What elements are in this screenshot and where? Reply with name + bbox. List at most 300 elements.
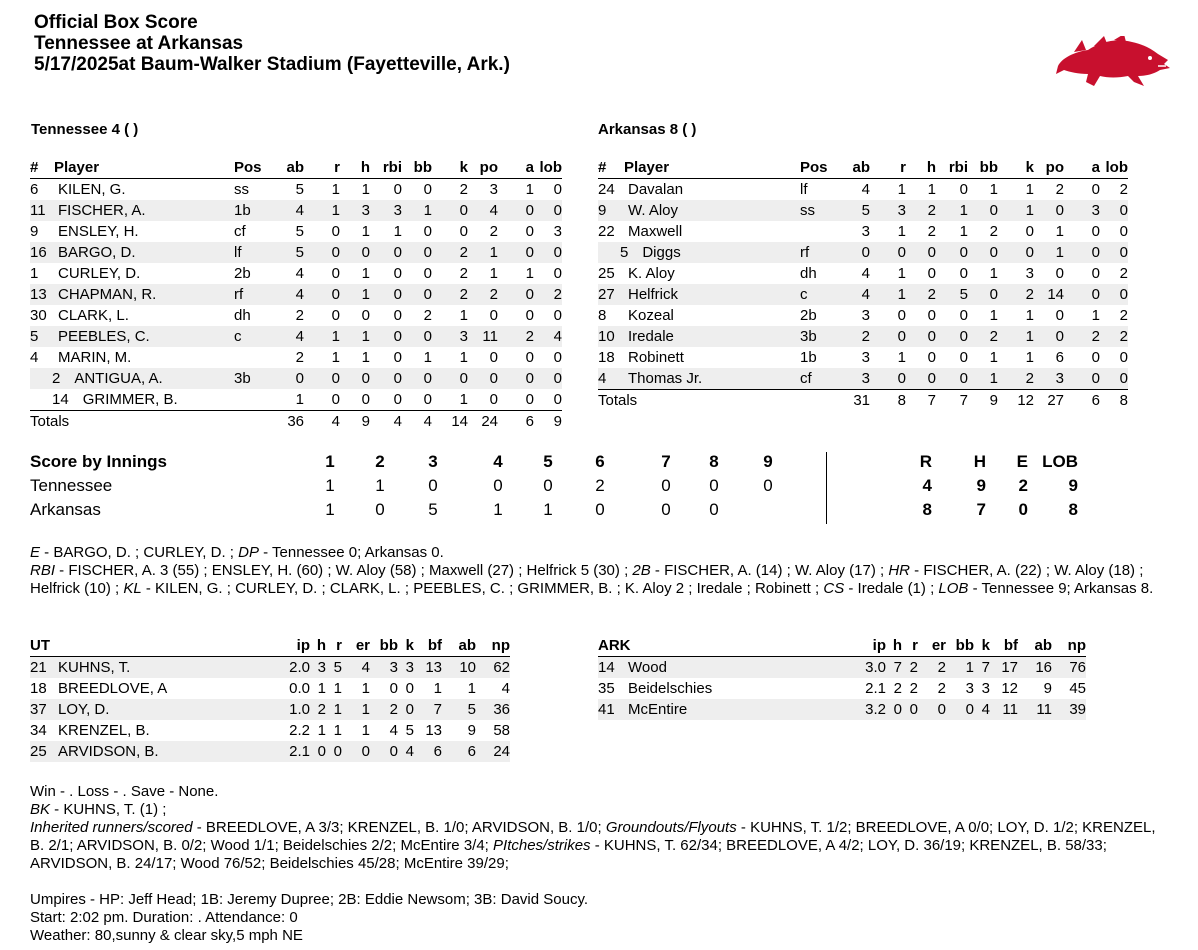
player-name: Davalan [628,181,684,198]
stat-ab: 9 [467,722,476,739]
player-number: 9 [30,223,39,240]
stat-k: 2 [459,265,468,282]
stat-a: 0 [525,349,534,366]
stat-a: 1 [525,265,534,282]
away-batting-table [30,157,562,432]
player-number: 13 [30,284,54,305]
column-header: h [886,635,902,657]
table-row [598,221,1128,242]
player-position: 2b [800,307,817,324]
stat-r: 5 [326,657,342,679]
stat-bf: 13 [425,722,442,739]
inning-runs: 1 [375,476,385,495]
stat-lob: 0 [1100,368,1128,390]
stat-po: 0 [1055,265,1064,282]
stat-a: 0 [1091,181,1100,198]
stat-a: 0 [498,242,534,263]
player-number: 18 [598,349,615,366]
summary-e: 2 [1018,476,1028,495]
stat-rbi: 1 [936,200,968,221]
stat-h: 1 [361,181,370,198]
stat-a: 0 [1064,242,1100,263]
totals-row [30,411,562,433]
stat-k: 1 [998,200,1034,221]
table-row [598,305,1128,326]
stat-a: 0 [498,284,534,305]
player-number: 1 [30,265,39,282]
total-po: 27 [1034,390,1064,412]
stat-er: 4 [342,657,370,679]
rbi-label: RBI [30,562,56,579]
innings-team-name: Tennessee [30,476,113,495]
cs-label: CS [823,580,845,597]
stat-ab: 4 [274,284,304,305]
summary-header: LOB [1042,452,1078,471]
summary-h: 7 [976,500,986,519]
stat-ab: 3 [861,223,870,240]
stat-po: 1 [468,242,498,263]
table-row [30,263,562,284]
player-position: 1b [800,349,817,366]
player-name: Diggs [642,244,681,261]
stat-a: 0 [525,391,534,408]
stat-ab: 0 [274,368,304,389]
stat-a: 2 [498,326,534,347]
total-rbi: 4 [370,411,402,433]
stat-k: 2 [998,284,1034,305]
stat-r: 0 [331,391,340,408]
column-header: ab [840,157,870,179]
dp-label: DP [238,544,259,561]
stat-er: 2 [937,680,946,697]
dp-text: - Tennessee 0; Arkansas 0. [258,544,444,561]
player-position: lf [800,181,808,198]
stat-rbi: 0 [959,307,968,324]
player-number: 30 [30,307,47,324]
stat-a: 0 [1064,284,1100,305]
table-row [598,678,1086,699]
stat-bb: 0 [968,200,998,221]
total-r: 8 [870,390,906,412]
stat-bb: 0 [423,265,432,282]
inning-runs: 1 [493,500,503,519]
stat-r: 1 [897,223,906,240]
stat-np: 24 [476,741,510,762]
stat-k: 0 [998,242,1034,263]
inning-runs: 0 [493,476,503,495]
stat-ab: 5 [274,242,304,263]
inning-runs: 0 [661,476,671,495]
stat-lob: 0 [553,307,562,324]
stat-h: 2 [906,284,936,305]
stat-bf: 11 [990,699,1018,720]
table-row [30,368,562,389]
table-row [30,284,562,305]
summary-e: 0 [1018,500,1028,519]
stat-h: 1 [361,349,370,366]
column-header: po [1034,157,1064,179]
report-title: Official Box Score [34,12,198,33]
table-row [30,179,562,201]
pitching-team-label: ARK [598,635,856,657]
innings-row [30,476,1078,500]
stat-r: 0 [326,741,342,762]
total-h: 9 [340,411,370,433]
player-name: CURLEY, D. [58,265,141,282]
column-header: rbi [370,157,402,179]
pitcher-number: 21 [30,657,54,679]
stat-h: 0 [310,741,326,762]
stat-rbi: 0 [936,368,968,390]
player-number: 5 [620,244,629,261]
totals-label: Totals [30,411,274,433]
table-row [30,200,562,221]
stat-np: 39 [1052,699,1086,720]
player-position: c [234,326,274,347]
stat-r: 2 [909,680,918,697]
total-a: 6 [1064,390,1100,412]
stat-lob: 0 [1119,349,1128,366]
column-header: a [498,157,534,179]
stat-rbi: 0 [393,265,402,282]
column-header: er [918,635,946,657]
total-ab: 36 [274,411,304,433]
stat-r: 1 [331,349,340,366]
stat-k: 0 [1025,223,1034,240]
inning-runs: 0 [428,476,438,495]
stat-r: 3 [870,200,906,221]
stat-po: 0 [489,307,498,324]
stat-ip: 2.1 [865,680,886,697]
inning-runs: 0 [595,500,605,519]
stat-bb: 2 [370,699,398,720]
stat-h: 1 [340,284,370,305]
stat-lob: 0 [534,200,562,221]
kl-label: KL [123,580,142,597]
stat-ab: 6 [442,741,476,762]
hr-text: - FISCHER, A. (22) ; W. Aloy (18) ; Helfrick (10) ; [30,562,1144,597]
table-row [30,389,562,411]
stat-bb: 0 [402,284,432,305]
stat-np: 58 [493,722,510,739]
player-position [234,347,274,368]
stat-ab: 4 [274,326,304,347]
table-row [30,678,510,699]
stat-po: 0 [1034,200,1064,221]
hr-label: HR [888,562,910,579]
stat-h: 2 [310,699,326,720]
stat-h: 0 [361,391,370,408]
stat-ip: 3.0 [856,657,886,679]
stat-r: 0 [870,326,906,347]
column-header: k [998,157,1034,179]
stat-k: 3 [398,657,414,679]
stat-po: 1 [489,265,498,282]
stat-ab: 4 [861,181,870,198]
player-name: CHAPMAN, R. [54,284,234,305]
pitching-team-label: UT [30,635,280,657]
stat-po: 0 [1055,307,1064,324]
stat-lob: 0 [553,391,562,408]
player-position [234,389,274,411]
column-header: bb [402,157,432,179]
stat-h: 0 [886,699,902,720]
stat-po: 0 [468,368,498,389]
stat-r: 0 [304,368,340,389]
player-position: dh [800,265,817,282]
stat-ab: 2 [840,326,870,347]
bk-label: BK [30,801,51,818]
stat-ab: 10 [442,657,476,679]
stat-r: 0 [902,699,918,720]
player-number: 4 [30,349,39,366]
player-name: ANTIGUA, A. [74,370,163,387]
player-name: CLARK, L. [58,307,129,324]
table-row [30,242,562,263]
column-header: lob [1100,157,1128,179]
stat-po: 2 [489,223,498,240]
stat-bf: 17 [990,657,1018,679]
column-header: Pos [234,157,274,179]
stat-h: 2 [927,223,936,240]
stat-bb: 2 [423,307,432,324]
stat-po: 3 [489,181,498,198]
lob-text: - Tennessee 9; Arkansas 8. [968,580,1154,597]
player-position: 2b [234,265,251,282]
pitcher-name: ARVIDSON, B. [54,741,280,762]
column-header: bb [968,157,998,179]
player-position: rf [234,284,274,305]
stat-a: 3 [1064,200,1100,221]
stat-po: 4 [468,200,498,221]
stat-rbi: 0 [936,326,968,347]
groundouts-text: - KUHNS, T. 1/2; BREEDLOVE, A 0/0; LOY, D. 1/2; KRENZEL, B. 2/1; ARVIDSON, B. 0/2; Wood 1/1; Beidelschies 2/2; McEntire 3/4; [30,819,1156,854]
table-row [598,200,1128,221]
player-position [800,221,840,242]
column-header: rbi [936,157,968,179]
start-info: Start: 2:02 pm. Duration: . Attendance: 0 [30,909,298,926]
stat-r: 1 [331,181,340,198]
home-pitching-header-row [598,635,1086,657]
stat-k: 1 [998,326,1034,347]
inning-number: 3 [428,452,438,471]
groundouts-label: Groundouts/Flyouts [605,819,737,836]
stat-rbi: 0 [393,307,402,324]
player-name: PEEBLES, C. [54,326,234,347]
player-number: 2 [52,370,61,387]
player-name: K. Aloy [628,265,675,282]
player-position: cf [800,368,840,390]
stat-rbi: 0 [393,181,402,198]
column-header: ip [856,635,886,657]
stat-er: 0 [918,699,946,720]
inning-runs: 1 [325,500,335,519]
kl-text: - KILEN, G. ; CURLEY, D. ; CLARK, L. ; PEEBLES, C. ; GRIMMER, B. ; K. Aloy 2 ; Iredale ; Robinett ; [141,580,824,597]
stat-ab: 5 [442,699,476,720]
total-rbi: 7 [936,390,968,412]
stat-h: 0 [340,368,370,389]
column-header: # [598,157,624,179]
player-position: dh [234,307,251,324]
stat-bf: 6 [414,741,442,762]
pitches-label: PItches/strikes [493,837,591,854]
stat-ab: 1 [295,391,304,408]
table-row [598,242,1128,263]
innings-header-row [30,452,1078,476]
player-position: c [800,284,840,305]
umpires: Umpires - HP: Jeff Head; 1B: Jeremy Dupree; 2B: Eddie Newsom; 3B: David Soucy. [30,891,589,908]
stat-po: 1 [1055,223,1064,240]
stat-np: 62 [476,657,510,679]
stat-h: 2 [893,680,902,697]
table-row [598,368,1128,390]
stat-bb: 3 [370,657,398,679]
stat-k: 1 [459,349,468,366]
player-name: Robinett [628,349,684,366]
player-name: FISCHER, A. [54,200,234,221]
stat-bb: 0 [370,741,398,762]
stat-bb: 1 [946,657,974,679]
stat-a: 0 [1091,349,1100,366]
stat-po: 3 [1034,368,1064,390]
table-row [598,284,1128,305]
player-position: 1b [234,200,274,221]
pitcher-number: 18 [30,680,47,697]
stat-ab: 1 [467,680,476,697]
stat-lob: 0 [1119,223,1128,240]
stat-a: 0 [1064,368,1100,390]
stat-h: 0 [927,307,936,324]
stat-lob: 0 [1100,242,1128,263]
stat-po: 0 [489,349,498,366]
stat-r: 1 [870,284,906,305]
stat-lob: 2 [1100,326,1128,347]
player-cell [30,389,234,411]
stat-bb: 4 [389,722,398,739]
player-number: 8 [598,307,607,324]
pitcher-name: Beidelschies [628,680,713,697]
stat-lob: 0 [553,265,562,282]
stat-a: 0 [1091,265,1100,282]
stat-r: 0 [870,368,906,390]
stat-ab: 0 [840,242,870,263]
stat-k: 1 [459,391,468,408]
stat-bb: 0 [423,223,432,240]
table-row [598,347,1128,368]
stat-k: 2 [432,284,468,305]
player-position: 3b [234,368,274,389]
stat-bb: 1 [423,349,432,366]
summary-header: H [973,452,986,471]
total-po: 24 [468,411,498,433]
stat-ab: 3 [861,307,870,324]
stat-r: 0 [331,307,340,324]
pitcher-number: 35 [598,680,615,697]
stat-bb: 0 [968,284,998,305]
total-lob: 9 [534,411,562,433]
away-batting-header-row [30,157,562,179]
inning-number: 2 [375,452,385,471]
total-bb: 4 [402,411,432,433]
table-row [598,326,1128,347]
stat-h: 3 [340,200,370,221]
score-by-innings [30,452,1078,524]
player-position: rf [800,242,840,263]
table-row [30,221,562,242]
stat-r: 1 [897,181,906,198]
stat-r: 2 [902,657,918,679]
total-r: 4 [304,411,340,433]
stat-k: 1 [459,307,468,324]
summary-lob: 8 [1068,500,1078,519]
stat-po: 0 [489,391,498,408]
stat-lob: 2 [1119,181,1128,198]
stat-a: 1 [525,181,534,198]
stat-ab: 16 [1018,657,1052,679]
stat-ab: 5 [295,181,304,198]
column-header: bf [414,635,442,657]
away-pitching-body [30,657,510,763]
inning-runs: 0 [543,476,553,495]
stat-rbi: 0 [959,265,968,282]
column-header: ab [1018,635,1052,657]
rbi-text: - FISCHER, A. 3 (55) ; ENSLEY, H. (60) ; W. Aloy (58) ; Maxwell (27) ; Helfrick 5 (30) ; [55,562,633,579]
stat-a: 0 [1091,223,1100,240]
stat-k: 2 [998,368,1034,390]
stat-r: 1 [897,349,906,366]
stat-er: 1 [361,680,370,697]
table-row [598,699,1086,720]
stat-lob: 4 [534,326,562,347]
stat-h: 0 [906,368,936,390]
stat-lob: 0 [553,181,562,198]
stat-a: 0 [498,200,534,221]
stat-lob: 3 [553,223,562,240]
column-header: ip [280,635,310,657]
inherited-label: Inherited runners/scored [30,819,193,836]
stat-a: 0 [525,307,534,324]
player-number: 25 [598,265,615,282]
stat-r: 0 [870,242,906,263]
stat-h: 1 [361,223,370,240]
player-name: Helfrick [624,284,800,305]
inning-runs: 2 [595,476,605,495]
player-number: 6 [30,181,39,198]
stat-bb: 1 [989,307,998,324]
stat-bb: 1 [989,349,998,366]
stat-k: 2 [459,181,468,198]
column-header: ab [442,635,476,657]
pitcher-name: LOY, D. [54,699,280,720]
totals-label: Totals [598,390,840,412]
player-name: Maxwell [628,223,683,240]
stat-rbi: 0 [370,368,402,389]
stat-r: 0 [331,223,340,240]
pitcher-name: KUHNS, T. [54,657,280,679]
totals-row [598,390,1128,412]
player-name: BARGO, D. [54,242,234,263]
stat-k: 1 [1025,349,1034,366]
player-number: 4 [598,368,624,390]
inherited-text: - BREEDLOVE, A 3/3; KRENZEL, B. 1/0; ARVIDSON, B. 1/0; [192,819,606,836]
summary-header: R [919,452,932,471]
bk-text: - KUHNS, T. (1) ; [50,801,167,818]
stat-k: 3 [981,680,990,697]
stat-k: 0 [432,200,468,221]
stat-k: 7 [974,657,990,679]
stat-bf: 13 [414,657,442,679]
stat-bb: 3 [965,680,974,697]
